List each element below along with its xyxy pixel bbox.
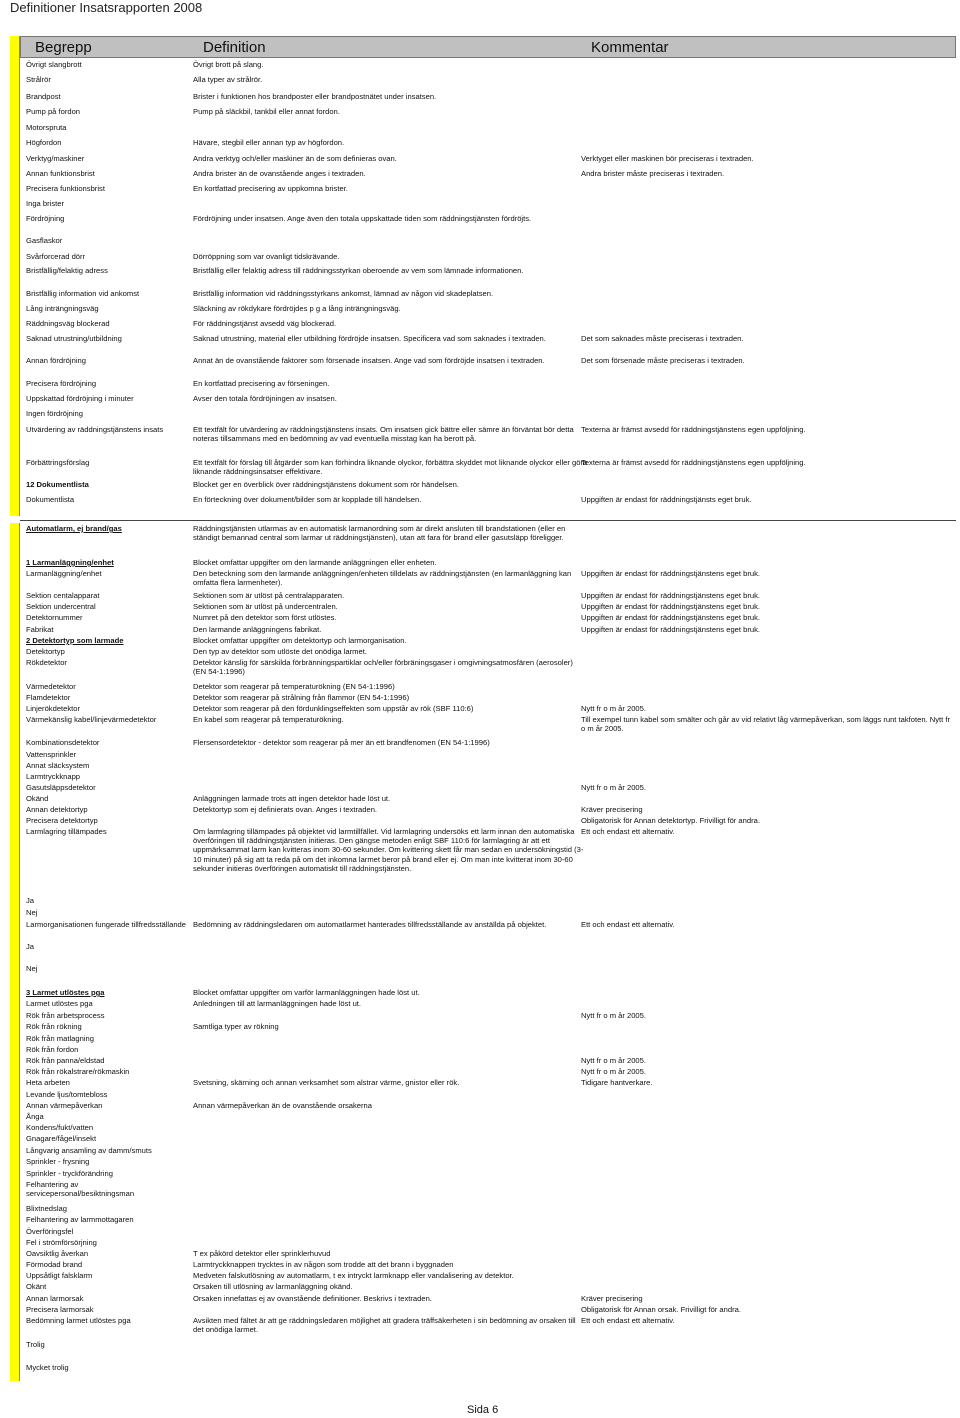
term-cell: Rökdetektor — [26, 658, 67, 667]
comment-cell: Uppgiften är endast för räddningstjänstens eget bruk. — [581, 602, 760, 611]
definition-cell: Blocket ger en överblick över räddningstjänstens dokument som rör händelsen. — [193, 480, 459, 489]
comment-cell: Uppgiften är endast för räddningstjänsts eget bruk. — [581, 495, 752, 504]
comment-cell: Nytt fr o m år 2005. — [581, 1011, 646, 1020]
page-header: Definitioner Insatsrapporten 2008 — [10, 0, 203, 15]
term-cell: Motorspruta — [26, 123, 67, 132]
term-cell: Räddningsväg blockerad — [26, 319, 110, 328]
definition-cell: Bristfällig eller felaktig adress till räddningsstyrkan oberoende av vem som lämnade informationen. — [193, 266, 524, 275]
definition-cell: Ett textfält för förslag till åtgärder som kan förhindra liknande olyckor, förbättra skyddet mot liknande olyckor eller göra liknande räddningsinsatser effektivare. — [193, 458, 588, 477]
comment-cell: Obligatorisk för Annan detektortyp. Frivilligt för andra. — [581, 816, 760, 825]
comment-cell: Texterna är främst avsedd för räddningstjänstens egen uppföljning. — [581, 458, 806, 467]
term-cell: 1 Larmanläggning/enhet — [26, 558, 114, 567]
comment-cell: Ett och endast ett alternativ. — [581, 1316, 675, 1325]
definition-cell: Orsaken innefattas ej av ovanstående definitioner. Beskrivs i textraden. — [193, 1294, 432, 1303]
term-cell: Dokumentlista — [26, 495, 75, 504]
term-cell: Utvärdering av räddningstjänstens insats — [26, 425, 164, 434]
column-header — [20, 36, 956, 58]
definition-cell: Blocket omfattar uppgifter om detektortyp och larmorganisation. — [193, 636, 407, 645]
term-cell: Långvarig ansamling av damm/smuts — [26, 1146, 152, 1155]
term-cell: Värmedetektor — [26, 682, 76, 691]
definition-cell: Orsaken till utlösning av larmanläggning okänd. — [193, 1282, 353, 1291]
term-cell: Gnagare/fågel/insekt — [26, 1134, 97, 1143]
section-separator — [20, 520, 956, 521]
term-cell: Rök från rökning — [26, 1022, 82, 1031]
term-cell: Nej — [26, 964, 38, 973]
definition-cell: Fördröjning under insatsen. Ange även den totala uppskattade tiden som räddningstjänsten fördröjts. — [193, 214, 532, 223]
definition-cell: Bedömning av räddningsledaren om automatlarmet hanterades tillfredsställande av anställda på objektet. — [193, 920, 547, 929]
term-cell: Precisera fördröjning — [26, 379, 97, 388]
term-cell: Okänt — [26, 1282, 47, 1291]
term-cell: Inga brister — [26, 199, 64, 208]
term-cell: Sprinkler - tryckförändring — [26, 1169, 113, 1178]
definition-cell: Bristfällig information vid räddningsstyrkans ankomst, lämnad av någon vid skadeplatsen. — [193, 289, 494, 298]
definition-cell: Släckning av rökdykare fördröjdes p g a lång inträngningsväg. — [193, 304, 401, 313]
definition-cell: Annat än de ovanstående faktorer som försenade insatsen. Ange vad som fördröjde insatsen i textraden. — [193, 356, 545, 365]
term-cell: Värmekänslig kabel/linjevärmedetektor — [26, 715, 157, 724]
definition-cell: Larmtryckknappen trycktes in av någon som trodde att det brann i byggnaden — [193, 1260, 454, 1269]
definition-cell: En kortfattad precisering av förseningen. — [193, 379, 330, 388]
comment-cell: Ett och endast ett alternativ. — [581, 827, 675, 836]
definition-cell: Andra brister än de ovanstående anges i textraden. — [193, 169, 366, 178]
term-cell: Ånga — [26, 1112, 44, 1121]
definition-cell: Ett textfält för utvärdering av räddningstjänstens insats. Om insatsen gick bättre eller sämre än förväntat bör detta noteras tillsammans med en bedömning av vad eventuella misstag kan ha berott på. — [193, 425, 574, 444]
definition-cell: Brister i funktionen hos brandposter eller brandpostnätet under insatsen. — [193, 92, 437, 101]
comment-cell: Nytt fr o m år 2005. — [581, 783, 646, 792]
term-cell: Flamdetektor — [26, 693, 71, 702]
definition-cell: Blocket omfattar uppgifter om varför larmanläggningen hade löst ut. — [193, 988, 420, 997]
term-cell: Precisera larmorsak — [26, 1305, 94, 1314]
definition-cell: Alla typer av strålrör. — [193, 75, 263, 84]
term-cell: Larmtryckknapp — [26, 772, 81, 781]
term-cell: Rök från matlagning — [26, 1034, 94, 1043]
definition-cell: Avser den totala fördröjningen av insatsen. — [193, 394, 337, 403]
term-cell: 12 Dokumentlista — [26, 480, 89, 489]
term-cell: Mycket trolig — [26, 1363, 69, 1372]
definition-cell: En kortfattad precisering av uppkomna brister. — [193, 184, 348, 193]
term-cell: Högfordon — [26, 138, 62, 147]
term-cell: Brandpost — [26, 92, 61, 101]
definition-cell: Detektortyp som ej definierats ovan. Anges i textraden. — [193, 805, 378, 814]
comment-cell: Andra brister måste preciseras i textraden. — [581, 169, 725, 178]
definition-cell: Svetsning, skärning och annan verksamhet som alstrar värme, gnistor eller rök. — [193, 1078, 460, 1087]
term-cell: Linjerökdetektor — [26, 704, 81, 713]
term-cell: Precisera detektortyp — [26, 816, 98, 825]
term-cell: Saknad utrustning/utbildning — [26, 334, 122, 343]
term-cell: Fördröjning — [26, 214, 65, 223]
definition-cell: Anledningen till att larmanläggningen hade löst ut. — [193, 999, 362, 1008]
definition-cell: T ex påkörd detektor eller sprinklerhuvud — [193, 1249, 331, 1258]
term-cell: Detektortyp — [26, 647, 65, 656]
term-cell: 2 Detektortyp som larmade — [26, 636, 124, 645]
definition-cell: En förteckning över dokument/bilder som är kopplade till händelsen. — [193, 495, 422, 504]
term-cell: Felhantering av servicepersonal/besiktningsman — [26, 1180, 135, 1199]
definitions-sheet — [10, 36, 956, 1381]
column-header-definition: Definition — [203, 39, 266, 56]
comment-cell: Nytt fr o m år 2005. — [581, 704, 646, 713]
term-cell: Annan fördröjning — [26, 356, 86, 365]
term-cell: Sektion undercentral — [26, 602, 96, 611]
yellow-bar-bottom — [10, 523, 20, 1381]
term-cell: Larmanläggning/enhet — [26, 569, 102, 578]
term-cell: Överföringsfel — [26, 1227, 74, 1236]
term-cell: Vattensprinkler — [26, 750, 77, 759]
definition-cell: Annan värmepåverkan än de ovanstående orsakerna — [193, 1101, 372, 1110]
term-cell: Kombinationsdetektor — [26, 738, 100, 747]
definition-cell: Den larmande anläggningens fabrikat. — [193, 625, 322, 634]
term-cell: Uppskattad fördröjning i minuter — [26, 394, 134, 403]
definition-cell: Numret på den detektor som först utlöstes. — [193, 613, 337, 622]
term-cell: Larmet utlöstes pga — [26, 999, 93, 1008]
term-cell: Förmodad brand — [26, 1260, 83, 1269]
term-cell: Detektornummer — [26, 613, 83, 622]
comment-cell: Verktyget eller maskinen bör preciseras i textraden. — [581, 154, 754, 163]
comment-cell: Uppgiften är endast för räddningstjänstens eget bruk. — [581, 613, 760, 622]
term-cell: Sektion centalapparat — [26, 591, 100, 600]
comment-cell: Texterna är främst avsedd för räddningstjänstens egen uppföljning. — [581, 425, 806, 434]
term-cell: Fabrikat — [26, 625, 54, 634]
term-cell: Lång inträngningsväg — [26, 304, 99, 313]
page-footer: Sida 6 — [467, 1404, 499, 1416]
definition-cell: Detektor som reagerar på strålning från flammor (EN 54-1:1996) — [193, 693, 410, 702]
term-cell: Okänd — [26, 794, 49, 803]
term-cell: Rök från rökalstrare/rökmaskin — [26, 1067, 130, 1076]
term-cell: Annan värmepåverkan — [26, 1101, 103, 1110]
term-cell: Automatlarm, ej brand/gas — [26, 524, 122, 533]
term-cell: Levande ljus/tomtebloss — [26, 1090, 108, 1099]
term-cell: Uppsåtligt falsklarm — [26, 1271, 93, 1280]
column-header-begrepp: Begrepp — [35, 39, 92, 56]
definition-cell: Övrigt brott på slang. — [193, 60, 264, 69]
term-cell: Heta arbeten — [26, 1078, 70, 1087]
definition-cell: Andra verktyg och/eller maskiner än de som definieras ovan. — [193, 154, 397, 163]
comment-cell: Det som försenade måste preciseras i textraden. — [581, 356, 745, 365]
comment-cell: Uppgiften är endast för räddningstjänstens eget bruk. — [581, 591, 760, 600]
term-cell: Larmlagring tillämpades — [26, 827, 107, 836]
comment-cell: Tidigare hantverkare. — [581, 1078, 653, 1087]
term-cell: Bristfällig information vid ankomst — [26, 289, 140, 298]
definition-cell: Pump på släckbil, tankbil eller annat fordon. — [193, 107, 340, 116]
term-cell: Annan larmorsak — [26, 1294, 84, 1303]
comment-cell: Uppgiften är endast för räddningstjänstens eget bruk. — [581, 569, 760, 578]
definition-cell: Hävare, stegbil eller annan typ av högfordon. — [193, 138, 345, 147]
definition-cell: Räddningstjänsten utlarmas av en automatisk larmanordning som är direkt ansluten till brandstationen (eller en ständigt bemannad central som larmar ut räddningstjänsten), utan att fara för brand eller gasutsläpp föreligger. — [193, 524, 566, 543]
definition-cell: Flersensordetektor - detektor som reagerar på mer än ett brandfenomen (EN 54-1:1996) — [193, 738, 490, 747]
term-cell: Fel i strömförsörjning — [26, 1238, 97, 1247]
term-cell: Ja — [26, 942, 35, 951]
term-cell: 3 Larmet utlöstes pga — [26, 988, 105, 997]
term-cell: Trolig — [26, 1340, 45, 1349]
term-cell: Annan detektortyp — [26, 805, 88, 814]
definition-cell: Den typ av detektor som utlöste det onödiga larmet. — [193, 647, 367, 656]
term-cell: Rök från fordon — [26, 1045, 79, 1054]
term-cell: Ja — [26, 896, 35, 905]
term-cell: Gasflaskor — [26, 236, 63, 245]
term-cell: Verktyg/maskiner — [26, 154, 85, 163]
comment-cell: Nytt fr o m år 2005. — [581, 1056, 646, 1065]
comment-cell: Nytt fr o m år 2005. — [581, 1067, 646, 1076]
comment-cell: Ett och endast ett alternativ. — [581, 920, 675, 929]
definition-cell: Blocket omfattar uppgifter om den larmande anläggningen eller enheten. — [193, 558, 437, 567]
term-cell: Kondens/fukt/vatten — [26, 1123, 94, 1132]
term-cell: Sprinkler - frysning — [26, 1157, 90, 1166]
term-cell: Gasutsläppsdetektor — [26, 783, 96, 792]
term-cell: Larmorganisationen fungerade tillfredsställande — [26, 920, 186, 929]
definition-cell: Detektor känslig för särskilda förbränningspartiklar och/eller förbräningsgaser i omgivningsatmosfären (aerosoler) (EN 54-1:1996) — [193, 658, 573, 677]
comment-cell: Kräver precisering — [581, 1294, 643, 1303]
term-cell: Oavsiktlig åverkan — [26, 1249, 89, 1258]
term-cell: Annan funktionsbrist — [26, 169, 95, 178]
definition-cell: För räddningstjänst avsedd väg blockerad. — [193, 319, 337, 328]
term-cell: Annat släcksystem — [26, 761, 90, 770]
term-cell: Felhantering av larmmottagaren — [26, 1215, 134, 1224]
definition-cell: Sektionen som är utlöst på centralapparaten. — [193, 591, 345, 600]
definition-cell: Medveten falskutlösning av automatlarm, t ex intryckt larmknapp eller vandalisering av detektor. — [193, 1271, 514, 1280]
definition-cell: Om larmlagring tillämpades på objektet vid larmtillfället. Vid larmlagring undersöks ett larm innan den automatiska överföringen till räddningstjänsten initieras. Den gängse metoden enligt SBF 110:6 för larmlagring är att ett uppmärksammat larm kan kvitteras inom 30-60 sekunder. Om kvittering skett får man sedan en undersökningstid (3-10 minuter) på sig att ta reda på om det inkomna larmet beror på brand eller ej. Om man inte kvitterat inom 30-60 sekunder initieras överföringen automatiskt till räddningstjänsten. — [193, 827, 584, 873]
definition-cell: Saknad utrustning, material eller utbildning fördröjde insatsen. Specificera vad som saknades i textraden. — [193, 334, 546, 343]
definition-cell: Den beteckning som den larmande anläggningen/enheten tilldelats av räddningstjänsten (en larmanläggning kan omfatta flera larmenheter). — [193, 569, 572, 588]
definition-cell: Avsikten med fältet är att ge räddningsledaren möjlighet att gradera träffsäkerheten i sin bedömning av orsaken till det onödiga larmet. — [193, 1316, 576, 1335]
definition-cell: Detektor som reagerar på den fördunklingseffekten som uppstår av rök (SBF 110:6) — [193, 704, 474, 713]
term-cell: Svårforcerad dörr — [26, 252, 86, 261]
definition-cell: Sektionen som är utlöst på undercentralen. — [193, 602, 338, 611]
comment-cell: Det som saknades måste preciseras i textraden. — [581, 334, 744, 343]
term-cell: Rök från panna/eldstad — [26, 1056, 105, 1065]
term-cell: Pump på fordon — [26, 107, 81, 116]
yellow-bar-top — [10, 36, 20, 516]
term-cell: Precisera funktionsbrist — [26, 184, 105, 193]
comment-cell: Kräver precisering — [581, 805, 643, 814]
definition-cell: Detektor som reagerar på temperaturökning (EN 54-1:1996) — [193, 682, 395, 691]
definition-cell: Samtliga typer av rökning — [193, 1022, 279, 1031]
term-cell: Nej — [26, 908, 38, 917]
comment-cell: Till exempel tunn kabel som smälter och går av vid relativt låg värmepåverkan, som läggs runt takfoten. Nytt fr o m år 2005. — [581, 715, 951, 734]
definition-cell: Dörröppning som var ovanligt tidskrävande. — [193, 252, 340, 261]
comment-cell: Uppgiften är endast för räddningstjänstens eget bruk. — [581, 625, 760, 634]
term-cell: Bristfällig/felaktig adress — [26, 266, 108, 275]
comment-cell: Obligatorisk för Annan orsak. Frivilligt för andra. — [581, 1305, 741, 1314]
term-cell: Rök från arbetsprocess — [26, 1011, 105, 1020]
term-cell: Förbättringsförslag — [26, 458, 90, 467]
definition-cell: Anläggningen larmade trots att ingen detektor hade löst ut. — [193, 794, 391, 803]
term-cell: Strålrör — [26, 75, 51, 84]
definition-cell: En kabel som reagerar på temperaturökning. — [193, 715, 344, 724]
term-cell: Övrigt slangbrott — [26, 60, 82, 69]
column-header-kommentar: Kommentar — [591, 39, 669, 56]
term-cell: Blixtnedslag — [26, 1204, 67, 1213]
term-cell: Bedömning larmet utlöstes pga — [26, 1316, 131, 1325]
term-cell: Ingen fördröjning — [26, 409, 83, 418]
